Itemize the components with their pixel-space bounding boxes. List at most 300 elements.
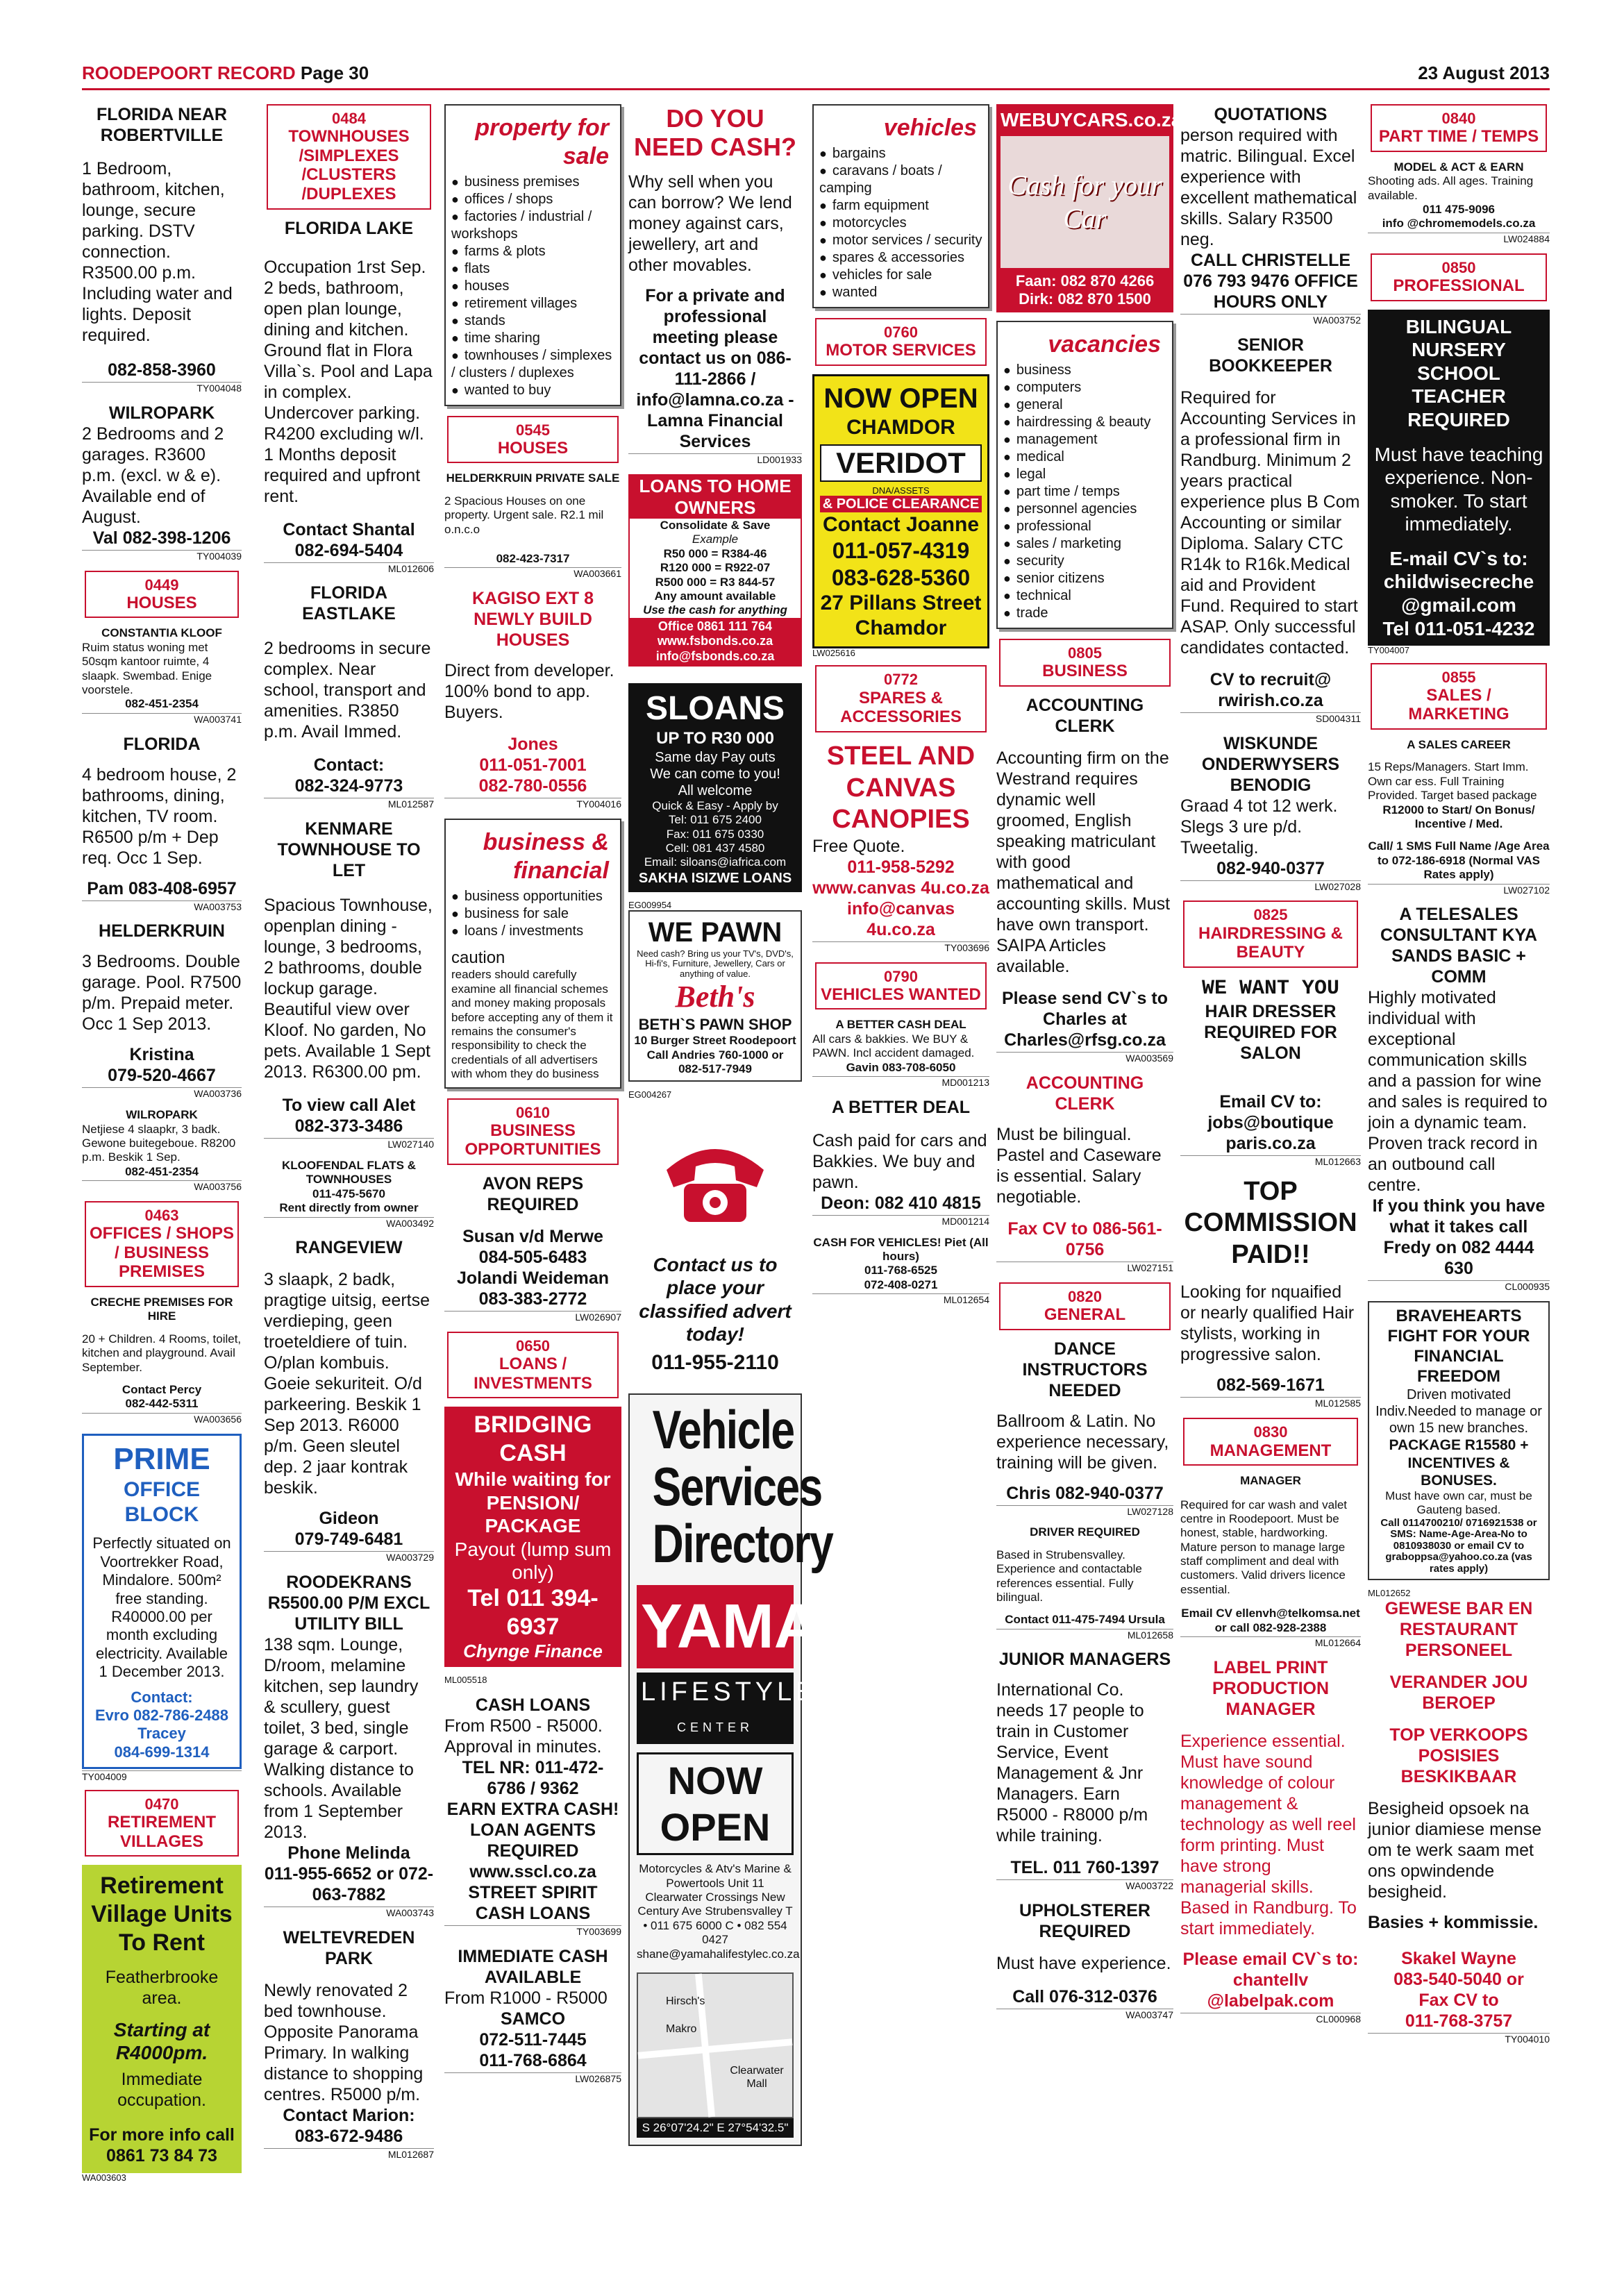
ad-email: Please email CV`s to: chantellv @labelpak.com	[1182, 1949, 1359, 2011]
classified-ad	[812, 741, 989, 954]
category-item: ● factories / industrial / workshops	[451, 208, 614, 243]
ad-phone: 011-768-6525	[864, 1264, 937, 1277]
ad-heading: ACCOUNTING CLERK	[1026, 1073, 1144, 1114]
caution-body: readers should carefully examine all financial schemes and money making proposals before accepting any of them it remains the consumer's responsibility to check the credentials of all advertisers with whom they do business	[451, 968, 613, 1081]
ad-body: From R1000 - R5000	[444, 1988, 608, 2008]
ad-phone: 011 475-9096	[1423, 203, 1495, 217]
category-item: ● farms & plots	[451, 243, 614, 260]
ad-phone: 072-408-0271	[864, 1277, 938, 1291]
ad-contact: Contact Marion:	[283, 2106, 415, 2126]
ad-ref: TY004007	[1368, 645, 1409, 656]
ad-body: Accounting firm on the Westrand requires dynamic well groomed, English speaking matriculant with good mathematical and accounting skills. Must have own transport. SAIPA Articles available.	[996, 748, 1171, 977]
ad-phone: Pam 083-408-6957	[87, 878, 237, 898]
ad-heading: WISKUNDE ONDERWYSERS BENODIG	[1201, 733, 1340, 795]
ad-heading: TOP VERKOOPS POSISIES BESKIKBAAR	[1389, 1725, 1528, 1787]
category-item: ● offices / shops	[451, 191, 614, 208]
ad-phone: Evro 082-786-2488	[94, 1706, 229, 1724]
ad-body: Quick & Easy - Apply by	[652, 798, 778, 812]
classified-ad	[264, 583, 434, 810]
bravehearts-ad	[1368, 1301, 1550, 1580]
ad-phone: 011-955-6652 or 072-063-7882	[264, 1864, 434, 1905]
ad-body: Based in Strubensvalley. Experience and contactable references essential. Fully bilingual.	[996, 1548, 1142, 1604]
ad-phone: 011-051-7001	[479, 755, 587, 776]
webuycars-photo	[1001, 136, 1169, 268]
classified-ad	[1180, 335, 1361, 725]
section-title: business & financial	[483, 829, 609, 884]
section-title: property for sale	[475, 115, 609, 169]
classified-ad	[1368, 738, 1550, 896]
ad-phone: 082-694-5404	[294, 540, 403, 560]
ad-body: & POLICE CLEARANCE	[820, 496, 982, 512]
column-2	[264, 104, 434, 2249]
classified-ad	[444, 1946, 621, 2085]
column-5	[812, 104, 989, 2249]
ad-email: info @chromemodels.co.za	[1382, 217, 1536, 231]
ad-ref: WA003729	[264, 1551, 434, 1564]
bridging-cash-ad	[444, 1407, 621, 1666]
ad-body: Direct from developer. 100% bond to app. Buyers.	[444, 661, 614, 723]
ad-ref: TY003699	[444, 1925, 621, 1938]
classified-ad	[1180, 104, 1361, 326]
category-header: 0820 GENERAL	[999, 1282, 1171, 1330]
ad-phone: 011-057-4319	[832, 538, 970, 564]
classified-ad	[1180, 1657, 1361, 2025]
ad-phone: 082-423-7317	[496, 552, 570, 566]
category-item: ● farm equipment	[819, 197, 982, 215]
category-header: 0805 BUSINESS	[999, 639, 1171, 687]
ad-company: SAKHA ISIZWE LOANS	[638, 870, 792, 886]
category-header: 0650 LOANS / INVESTMENTS	[447, 1332, 619, 1398]
classified-ad	[812, 1097, 989, 1227]
category-item: ● business premises	[451, 174, 614, 191]
ad-body: Basies + kommissie.	[1368, 1913, 1539, 1933]
ad-address: 27 Pillans Street	[820, 592, 982, 615]
classified-ad	[444, 471, 621, 580]
category-item: ● business opportunities	[451, 888, 614, 905]
category-item: ● computers	[1003, 379, 1166, 396]
ad-body: Must be bilingual. Pastel and Caseware is essential. Salary negotiable.	[996, 1124, 1162, 1207]
ad-body: 2 Spacious Houses on one property. Urgent sale. R2.1 mil o.n.c.o	[444, 494, 604, 536]
ad-body: Must have teaching experience. Non-smoker. To start immediately.	[1374, 443, 1543, 535]
ad-ref: CL000968	[1180, 2013, 1361, 2025]
ad-ref: WA003492	[264, 1217, 434, 1230]
ad-body: Must have own car, must be Gauteng based.	[1385, 1489, 1532, 1517]
classified-ad	[444, 1695, 621, 1938]
ad-heading: CRECHE PREMISES FOR HIRE	[90, 1296, 233, 1323]
veridot-logo: VERIDOT	[820, 444, 982, 482]
ad-phone: 083-628-5360	[831, 564, 971, 590]
map-coordinates: S 26°07'24.2" E 27°54'32.5"	[637, 2118, 794, 2138]
ad-body: Need cash? Bring us your TV's, DVD's, Hi-fi's, Furniture, Jewellery, Cars or anything of value.	[637, 948, 794, 979]
ad-body: 2 Bedrooms and 2 garages. R3600 p.m. (excl. w & e). Available end of August.	[82, 424, 224, 527]
ad-contact: Tracey	[137, 1725, 186, 1743]
now-open-badge: NOW OPEN	[637, 1752, 794, 1855]
ad-body: Highly motivated individual with exceptional communication skills and a passion for wine and sales is required to join a dynamic team. Proven track record in an outbound call centre.	[1368, 988, 1548, 1196]
classified-ad	[812, 1018, 989, 1088]
ad-body: Ballroom & Latin. No experience necessary, training will be given.	[996, 1411, 1169, 1473]
ad-phone: 083-672-9486	[294, 2127, 403, 2147]
ad-heading: WE PAWN	[648, 917, 782, 948]
ad-body: Immediate occupation.	[117, 2069, 206, 2110]
ad-phone: 082-324-9773	[294, 776, 403, 796]
ad-email: Email: siloans@iafrica.com	[644, 855, 787, 869]
veridot-ad	[812, 374, 989, 648]
we-pawn-ad	[628, 910, 802, 1082]
ad-ref: LW027140	[264, 1138, 434, 1150]
location-map	[637, 1972, 794, 2118]
ad-body: Must have experience.	[996, 1954, 1171, 1974]
classified-ad	[82, 626, 242, 725]
map-label: Clearwater Mall	[730, 2065, 784, 2090]
ad-body: 15 Reps/Managers. Start Imm. Own car ess. Full Training Provided. Target based package	[1368, 760, 1537, 803]
ad-ref: WA003753	[82, 900, 242, 913]
prime-office-ad	[82, 1434, 242, 1769]
ad-phone: 083-540-5040 or	[1393, 1970, 1524, 1990]
category-header: 0840 PART TIME / TEMPS	[1371, 104, 1547, 152]
ad-heading: LOANS TO HOME OWNERS	[630, 476, 801, 519]
ad-phone: 082-858-3960	[108, 360, 216, 380]
ad-contact: Please send CV`s to Charles at Charles@rfsg.co.za	[1002, 989, 1168, 1050]
ad-phone: 082-569-1671	[1216, 1375, 1325, 1396]
column-6	[996, 104, 1182, 2249]
caution-heading: caution	[451, 948, 505, 967]
ad-email: Email CV to: jobs@boutique paris.co.za	[1207, 1091, 1334, 1153]
siloans-ad	[628, 683, 802, 891]
ad-body: Featherbrooke area.	[105, 1967, 219, 2008]
ad-heading: WILROPARK	[126, 1108, 198, 1122]
ad-body: 1 Bedroom, bathroom, kitchen, lounge, secure parking. DSTV connection. R3500.00 p.m. Including water and lights. Deposit required.	[82, 159, 233, 345]
ad-body: Cash paid for cars and Bakkies. We buy and pawn.	[812, 1130, 987, 1192]
ad-phone: 011-768-6864	[479, 2050, 587, 2070]
ad-body: Looking for nquaified or nearly qualified Hair stylists, working in progressive salon.	[1180, 1282, 1355, 1365]
ad-phone: For more info call 0861 73 84 73	[89, 2125, 235, 2165]
ad-ref: WA003756	[82, 1180, 242, 1193]
category-item: ● houses	[451, 278, 614, 295]
paper-title: ROODEPOORT RECORD Page 30	[82, 62, 369, 83]
ad-heading: SENIOR BOOKKEEPER	[1209, 335, 1332, 376]
ad-ref: TY004016	[444, 798, 621, 810]
ad-ref: TY004009	[82, 1770, 242, 1783]
category-item: ● stands	[451, 312, 614, 330]
ad-subheading: CHAMDOR	[846, 415, 955, 439]
classified-ad	[1368, 904, 1550, 1293]
ad-heading: JUNIOR MANAGERS	[998, 1650, 1171, 1670]
ad-ref: TY003696	[812, 941, 989, 954]
category-item: ● townhouses / simplexes / clusters / duplexes	[451, 347, 614, 382]
category-item: ● caravans / boats / camping	[819, 162, 982, 197]
ad-body: All welcome	[678, 782, 753, 798]
map-label: Hirsch's	[666, 1995, 705, 2007]
classified-ad	[82, 921, 242, 1100]
column-1	[82, 104, 242, 2249]
category-item: ● sales / marketing	[1003, 535, 1166, 553]
category-item: ● spares & accessories	[819, 249, 982, 267]
ad-ref: LW026907	[444, 1311, 621, 1323]
ad-heading: CASH FOR VEHICLES! Piet (All hours)	[813, 1235, 989, 1263]
ad-ref: ML012652	[1368, 1588, 1411, 1599]
ad-contact: Contact 011-475-7494 Ursula	[1005, 1613, 1165, 1627]
classified-ad	[812, 1236, 989, 1306]
ad-ref: WA003747	[996, 2009, 1173, 2021]
category-item: ● hairdressing & beauty	[1003, 414, 1166, 431]
ad-heading: ACCOUNTING CLERK	[1026, 696, 1144, 737]
ad-web: www.fsbonds.co.za	[657, 634, 773, 648]
ad-price: Starting at R4000pm.	[113, 2018, 210, 2064]
ad-heading: ROODEKRANS R5500.00 P/M EXCL UTILITY BILL	[267, 1573, 430, 1634]
ad-heading: QUOTATIONS	[1214, 105, 1328, 124]
ad-phone: 011-475-5670	[312, 1187, 385, 1200]
ad-phone: 011-768-3757	[1405, 2011, 1513, 2031]
page-header	[82, 61, 1550, 90]
ad-body: Same day Pay outs	[655, 749, 776, 765]
classified-ad	[1180, 976, 1361, 1168]
ad-heading: CASH LOANS	[475, 1695, 591, 1715]
ad-heading: LABEL PRINT PRODUCTION MANAGER	[1212, 1657, 1330, 1719]
ad-heading: UPHOLSTERER REQUIRED	[1019, 1901, 1150, 1942]
ad-phone: Tel 011 394-6937	[467, 1584, 598, 1640]
classified-ad	[82, 734, 242, 913]
retirement-ad	[82, 1865, 242, 2173]
ad-ref: ML012687	[264, 2148, 434, 2161]
ad-contact: Contact Percy	[122, 1383, 202, 1396]
ad-phone: Tel: 011 675 2400	[669, 813, 762, 827]
ad-heading: DRIVER REQUIRED	[1030, 1525, 1140, 1539]
ad-email: CV to recruit@ rwirish.co.za	[1209, 669, 1332, 710]
ad-ref: WA003743	[264, 1907, 434, 1919]
ad-body: EARN EXTRA CASH!	[446, 1799, 619, 1819]
category-item: ● time sharing	[451, 330, 614, 347]
ad-phone: 011-958-5292	[847, 857, 955, 877]
ad-body: All cars & bakkies. We BUY & PAWN. Incl accident damaged.	[812, 1032, 975, 1060]
lifestyle-bar: LIFESTYLE CENTER	[637, 1673, 794, 1744]
ad-phone: TEL. 011 760-1397	[1010, 1858, 1160, 1878]
ad-ref: EG009954	[628, 899, 672, 910]
ad-ref: WA003603	[82, 2172, 126, 2183]
ad-heading: MODEL & ACT & EARN	[1393, 160, 1524, 174]
classified-ad	[1368, 1598, 1550, 2045]
ad-ref: ML012664	[1180, 1636, 1361, 1649]
ad-phone: 082-451-2354	[125, 697, 199, 711]
ad-heading: A SALES CAREER	[1407, 738, 1511, 752]
ad-heading: FLORIDA EASTLAKE	[302, 583, 396, 624]
ad-package: PACKAGE R15580 + INCENTIVES & BONUSES.	[1389, 1437, 1529, 1489]
vehicle-services-directory	[628, 1393, 910, 2146]
ad-body: Example	[692, 533, 739, 546]
classified-ad	[264, 1237, 434, 1564]
category-item: ● medical	[1003, 449, 1166, 466]
category-list	[451, 174, 614, 399]
ad-body: LOAN AGENTS REQUIRED	[469, 1820, 596, 1861]
ad-slogan: Cash for your Car	[1007, 169, 1162, 234]
telephone-icon	[628, 1100, 802, 1253]
ad-ref: MD001214	[812, 1215, 989, 1227]
ad-subheading: UP TO R30 000	[656, 729, 774, 748]
ad-ref: ML012587	[264, 798, 434, 810]
ad-phone: 082-373-3486	[294, 1116, 403, 1137]
ad-contact: Gideon	[319, 1509, 379, 1529]
category-item: ● security	[1003, 553, 1166, 570]
ad-heading: IMMEDIATE CASH AVAILABLE	[458, 1946, 608, 1987]
ad-ref: MD001213	[812, 1076, 989, 1089]
ad-body: International Co. needs 17 people to train in Customer Service, Event Management & Jnr Managers. Earn R5000 - R8000 p/m while training.	[996, 1680, 1148, 1846]
category-list	[1003, 362, 1166, 622]
ad-subheading: Consolidate & Save	[660, 518, 771, 532]
ad-contact: If you think you have what it takes call Fredy on 082 4444 630	[1372, 1196, 1546, 1279]
category-header: 0610 BUSINESS OPPORTUNITIES	[447, 1098, 619, 1165]
ad-phone: Cell: 081 437 4580	[665, 841, 765, 855]
classified-ad	[264, 819, 434, 1150]
ad-heading: A BETTER CASH DEAL	[835, 1018, 966, 1032]
ad-contact: Phone Melinda	[287, 1843, 410, 1863]
ad-phone: Faan: 082 870 4266	[1015, 271, 1155, 290]
ad-contact: For a private and professional meeting please contact us on 086-111-2866 / info@lamna.co.za - Lamna Financial Services	[636, 285, 794, 451]
ad-subheading: While waiting for PENSION/ PACKAGE	[455, 1468, 611, 1537]
ad-body: 3 Bedrooms. Double garage. Pool. R7500 p/m. Prepaid meter. Occ 1 Sep 2013.	[82, 952, 242, 1034]
category-item: ● technical	[1003, 587, 1166, 605]
classified-ad	[82, 1108, 242, 1193]
ad-body: We can come to you!	[650, 766, 780, 782]
category-item: ● management	[1003, 431, 1166, 449]
classified-ad	[628, 104, 802, 466]
ad-ref: LW027128	[996, 1505, 1173, 1518]
ad-body: Payout (lump sum only)	[454, 1538, 612, 1584]
ad-body: person required with matric. Bilingual. Excel experience with excellent mathematical skills. Salary R3500 neg.	[1180, 126, 1357, 249]
ad-ref: LD001933	[628, 453, 802, 466]
ad-phone: Tel 011-051-4232	[1382, 617, 1535, 639]
ad-email: info@canvas 4u.co.za	[847, 898, 955, 939]
ad-heading: KAGISO EXT 8 NEWLY BUILD HOUSES	[471, 589, 594, 651]
section-title: vacancies	[1048, 331, 1161, 358]
category-item: ● trade	[1003, 605, 1166, 622]
ad-phone: Call 076-312-0376	[1012, 1987, 1157, 2007]
ad-heading: HELDERKRUIN PRIVATE SALE	[446, 471, 620, 485]
classified-ad	[82, 104, 242, 394]
category-header: 0463 OFFICES / SHOPS / BUSINESS PREMISES	[85, 1201, 239, 1287]
ad-body: Required for car wash and valet centre in Roodepoort. Must be honest, stable, hardworking. Mature person to manage large staff compliment and deal with customers. Valid drivers licence essential.	[1180, 1498, 1348, 1596]
ad-contact: Contact Joanne	[822, 513, 980, 537]
ad-fax: Fax CV to 086-561-0756	[1007, 1218, 1162, 1259]
ad-body: Rent directly from owner	[279, 1201, 419, 1215]
ad-ref: LW027151	[996, 1262, 1173, 1274]
ad-phone: 082-780-0556	[478, 776, 587, 796]
ad-heading: WELTEVREDEN PARK	[283, 1928, 415, 1969]
category-header: 0545 HOUSES	[447, 416, 619, 464]
ad-body: Any amount available	[654, 589, 776, 603]
ad-body: Ruim status woning met 50sqm kantoor ruimte, 4 slaapk. Swembad. Enige voorstele.	[82, 640, 212, 697]
category-header: 0825 HAIRDRESSING & BEAUTY	[1183, 900, 1358, 967]
ad-body: Use the cash for anything	[643, 603, 787, 617]
category-item: ● business for sale	[451, 905, 614, 923]
ad-ref: WA003656	[82, 1413, 242, 1425]
ad-body: 3 slaapk, 2 badk, pragtige uitsig, eertse verdieping, geen troeteldiere of tuin. O/plan kombuis. Goeie sekuriteit. O/d parkeering. Beskik 1 Sep 2013. R6000 p/m. Geen sleutel dep. 2 jaar kontrak beskik.	[264, 1270, 430, 1498]
ad-heading: A TELESALES CONSULTANT KYA SANDS BASIC + COMM	[1380, 905, 1537, 987]
ad-contact: Kristina	[129, 1045, 194, 1065]
ad-heading: MANAGER	[1240, 1474, 1301, 1488]
ad-phone: 082-442-5311	[125, 1397, 199, 1411]
ad-rate: R500 000 = R3 844-57	[655, 575, 776, 589]
business-financial-index	[444, 819, 621, 1089]
classified-ad	[444, 588, 621, 810]
category-item: ● senior citizens	[1003, 570, 1166, 587]
ad-heading: A BETTER DEAL	[831, 1097, 971, 1117]
ad-phone: 082-451-2354	[125, 1164, 199, 1178]
ad-body: DNA/ASSETS	[872, 485, 930, 496]
ad-phone: 082-940-0377	[1216, 858, 1325, 878]
page-date: 23 August 2013	[1418, 62, 1550, 83]
ad-phone: 072-511-7445	[479, 2029, 587, 2050]
classified-ad	[996, 1525, 1173, 1641]
category-header: 0484 TOWNHOUSES /SIMPLEXES /CLUSTERS /DUPLEXES	[267, 104, 431, 210]
ad-heading: Retirement Village Units To Rent	[91, 1872, 233, 1956]
ad-ref: ML012663	[1180, 1155, 1361, 1168]
ad-ref: SD004311	[1180, 712, 1361, 725]
ad-heading: DO YOU NEED CASH?	[633, 104, 797, 162]
ad-email: E-mail CV`s to: childwisecreche @gmail.com	[1383, 547, 1534, 617]
ad-company: STREET SPIRIT CASH LOANS	[468, 1882, 598, 1923]
ad-body: Free Quote.	[812, 836, 905, 856]
classified-ad	[996, 1339, 1173, 1518]
directory-title: Vehicle Services Directory	[652, 1399, 833, 1574]
ad-body: Perfectly situated on Voortrekker Road, Mindalore. 500m² free standing. R40000.00 per month excluding electricity. Available 1 December 2013.	[92, 1534, 231, 1681]
classified-ad	[264, 1572, 434, 1919]
ad-body: Spacious Townhouse, openplan dining - lounge, 3 bedrooms, 2 bathrooms, double lockup garage. Beautiful view over Kloof. No garden, No pets. Available 1 Sept 2013. R6300.00 pm.	[264, 896, 433, 1082]
ad-contact: Skakel Wayne	[1401, 1949, 1516, 1969]
property-for-sale-index	[444, 104, 621, 406]
category-header: 0772 SPARES & ACCESSORIES	[815, 665, 987, 732]
ad-contact: To view call Alet	[282, 1096, 416, 1116]
ad-ref: TY004010	[1368, 2033, 1550, 2045]
category-item: ● bargains	[819, 145, 982, 162]
ad-contact: CALL CHRISTELLE 076 793 9476 OFFICE HOURS ONLY	[1183, 251, 1358, 312]
classified-ad	[264, 1927, 434, 2161]
advert-contact-text: Contact us to place your classified advert today!	[639, 1253, 792, 1346]
category-item: ● legal	[1003, 466, 1166, 483]
ad-ref: EG004267	[628, 1089, 672, 1100]
ad-ref: TY004048	[82, 382, 242, 394]
ad-phone: Val 082-398-1206	[92, 528, 231, 548]
category-item: ● vehicles for sale	[819, 267, 982, 284]
ad-heading: BRAVEHEARTS FIGHT FOR YOUR FINANCIAL FREEDOM	[1387, 1307, 1530, 1386]
vehicles-index	[812, 104, 989, 308]
ad-body: Shooting ads. All ages. Training available.	[1368, 174, 1534, 202]
ad-ref: LW026875	[444, 2072, 621, 2085]
loans-home-owners-ad	[628, 474, 802, 667]
ad-ref: LW027102	[1368, 884, 1550, 896]
we-want-you-graphic: WE WANT YOU	[1201, 976, 1340, 1000]
ad-body: Why sell when you can borrow? We lend money against cars, jewellery, art and other movables.	[628, 171, 792, 275]
yamaha-address: Motorcycles & Atv's Marine & Powertools Unit 11 Clearwater Crossings New Century Ave Strubensvalley T • 011 675 6000 C • 082 554 0427 shane@yamahalifestylec.co.za	[637, 1862, 800, 1961]
ad-package: R12000 to Start/ On Bonus/ Incentive / Med.	[1382, 803, 1535, 830]
ad-heading: NOW OPEN	[823, 383, 978, 414]
ad-phone: Office 0861 111 764	[658, 619, 773, 633]
category-item: ● flats	[451, 260, 614, 278]
ad-contact: Jones	[508, 735, 558, 755]
classified-ad	[1180, 733, 1361, 893]
category-header: 0855 SALES / MARKETING	[1371, 663, 1547, 730]
ad-heading: KENMARE TOWNHOUSE TO LET	[277, 819, 421, 881]
classified-ad	[82, 403, 242, 562]
ad-company: BETH`S PAWN SHOP	[638, 1015, 792, 1033]
ad-contact: Email CV ellenvh@telkomsa.net or call 082-928-2388	[1181, 1607, 1360, 1634]
ad-ref: WA003741	[82, 713, 242, 726]
ad-company: Chynge Finance	[463, 1641, 603, 1662]
ad-fax: Fax: 011 675 0330	[666, 827, 764, 841]
category-list	[451, 888, 614, 940]
classified-ad	[82, 1296, 242, 1425]
ad-address: Chamdor	[855, 617, 947, 640]
ad-ref: WA003722	[996, 1879, 1173, 1892]
ad-ref: ML005518	[444, 1674, 487, 1685]
